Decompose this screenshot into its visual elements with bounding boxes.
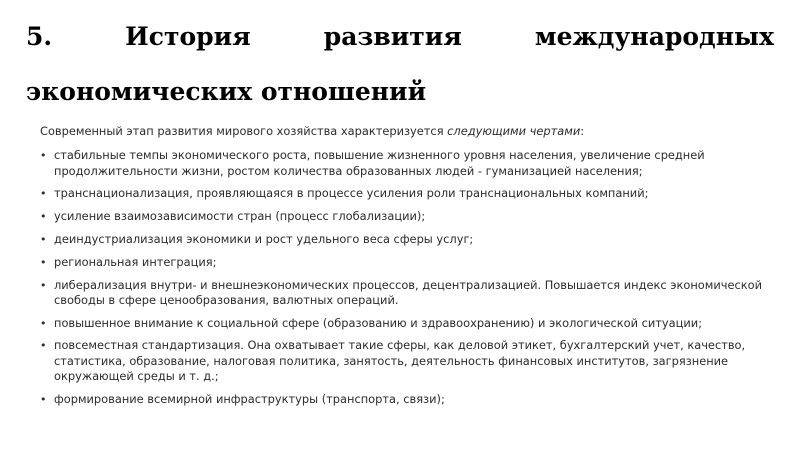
bullet-icon: • (40, 278, 47, 292)
list-item-text: либерализация внутри- и внешнеэкономических процессов, децентрализацией. Повышается индекс экономической свободы в сфере ценообразования, валютных операций. (54, 277, 763, 307)
bullet-icon: • (40, 392, 47, 406)
list-item-text: деиндустриализация экономики и рост удельного веса сферы услуг; (54, 231, 474, 246)
list-item (40, 209, 770, 224)
features-list (40, 148, 770, 407)
title-word-history: История (125, 22, 251, 51)
list-item (40, 392, 770, 407)
list-item (40, 316, 770, 331)
bullet-icon: • (40, 339, 47, 353)
list-item-text: повсеместная стандартизация. Она охватывает такие сферы, как деловой этикет, бухгалтерский учет, качество, статистика, образование, налоговая политика, занятость, деятельность финансовых институтов, загрязнение окружающей среды и т. д.; (54, 338, 746, 384)
list-item (40, 186, 770, 201)
bullet-icon: • (40, 149, 47, 163)
intro-paragraph (40, 124, 770, 139)
list-item-text: транснационализация, проявляющаяся в процессе усиления роли транснациональных компаний; (54, 186, 649, 201)
intro-emphasis: следующими чертами (447, 124, 581, 138)
intro-prefix: Современный этап развития мирового хозяйства характеризуется (40, 124, 448, 138)
bullet-icon: • (40, 187, 47, 201)
slide-title (26, 24, 774, 104)
list-item (40, 278, 770, 309)
list-item-text: усиление взаимозависимости стран (процесс глобализации); (54, 209, 426, 224)
title-line-1 (26, 24, 774, 49)
title-line-2: экономических отношений (26, 77, 427, 106)
title-number: 5. (26, 22, 53, 51)
list-item (40, 148, 770, 179)
list-item-text: стабильные темпы экономического роста, повышение жизненного уровня населения, увеличение средней продолжительности жизни, ростом количества образованных людей - гуманизацией населения; (54, 148, 705, 178)
list-item (40, 255, 770, 270)
list-item-text: формирование всемирной инфраструктуры (транспорта, связи); (54, 391, 445, 406)
list-item-text: региональная интеграция; (54, 254, 217, 269)
slide-body (40, 124, 770, 415)
intro-suffix: : (580, 124, 585, 138)
bullet-icon: • (40, 316, 47, 330)
bullet-icon: • (40, 255, 47, 269)
bullet-icon: • (40, 232, 47, 246)
list-item (40, 338, 770, 384)
title-word-development: развития (323, 22, 462, 51)
list-item (40, 232, 770, 247)
list-item-text: повышенное внимание к социальной сфере (образованию и здравоохранению) и экологической ситуации; (54, 315, 703, 330)
bullet-icon: • (40, 210, 47, 224)
title-word-international: международных (534, 22, 774, 51)
